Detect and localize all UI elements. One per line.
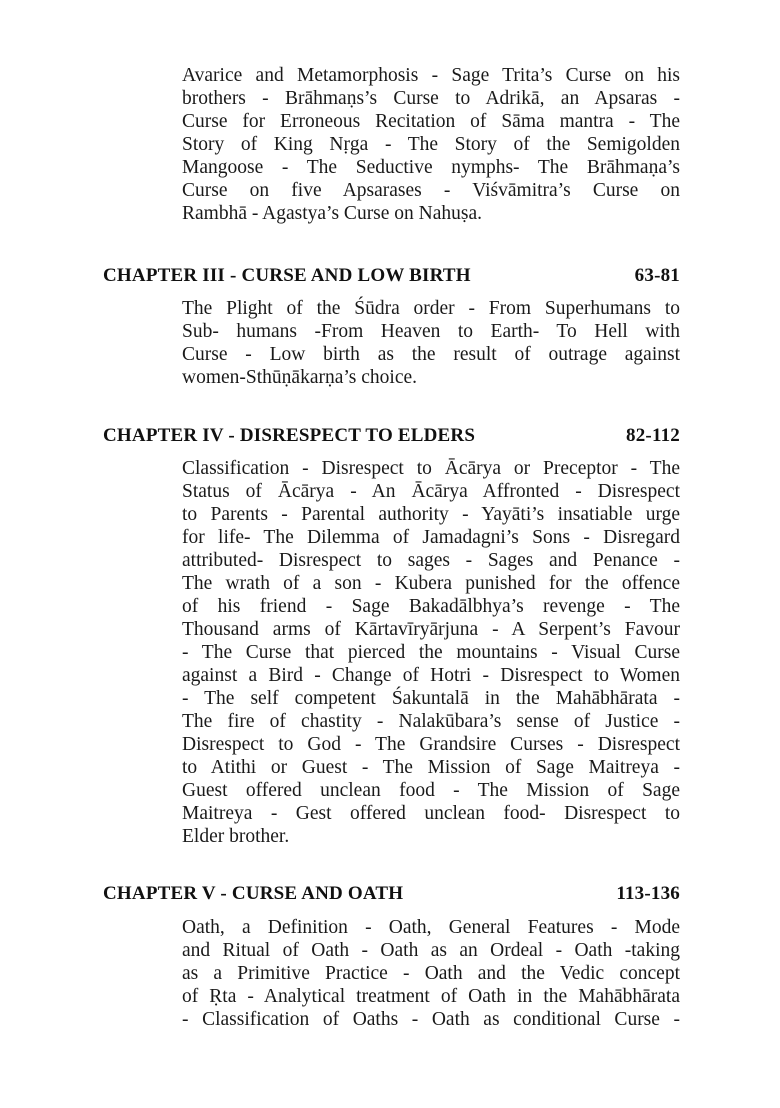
text-line: Maitreya - Gest offered unclean food- Disrespect to (182, 803, 680, 824)
text-line: Classification - Disrespect to Ācārya or Preceptor - The (182, 458, 680, 479)
chapter-v-contents (182, 916, 680, 1031)
page-range: 82-112 (626, 425, 680, 446)
chapter-iv-contents (182, 457, 680, 848)
text-line: against a Bird - Change of Hotri - Disrespect to Women (182, 665, 680, 686)
chapter-v-heading (103, 882, 680, 905)
text-line: Curse for Erroneous Recitation of Sāma mantra - The (182, 111, 680, 132)
text-line: of his friend - Sage Bakadālbhya’s revenge - The (182, 596, 680, 617)
text-line: Oath, a Definition - Oath, General Features - Mode (182, 917, 680, 938)
text-line: Avarice and Metamorphosis - Sage Trita’s Curse on his (182, 65, 680, 86)
text-line: Disrespect to God - The Grandsire Curses - Disrespect (182, 734, 680, 755)
text-line: The Plight of the Śūdra order - From Superhumans to (182, 298, 680, 319)
text-line: for life- The Dilemma of Jamadagni’s Sons - Disregard (182, 527, 680, 548)
text-line: attributed- Disrespect to sages - Sages and Penance - (182, 550, 680, 571)
text-line: Elder brother. (182, 826, 290, 847)
text-line: brothers - Brāhmaṇs’s Curse to Adrikā, an Apsaras - (182, 88, 680, 109)
text-line: as a Primitive Practice - Oath and the Vedic concept (182, 963, 680, 984)
text-line: to Parents - Parental authority - Yayāti’s insatiable urge (182, 504, 680, 525)
text-line: - Classification of Oaths - Oath as conditional Curse - (182, 1009, 680, 1030)
text-line: Curse on five Apsarases - Viśvāmitra’s Curse on (182, 180, 680, 201)
chapter-iii-contents (182, 297, 680, 389)
page-range: 63-81 (634, 265, 680, 286)
text-line: Mangoose - The Seductive nymphs- The Brāhmaṇa’s (182, 157, 680, 178)
text-line: Guest offered unclean food - The Mission of Sage (182, 780, 680, 801)
page-range: 113-136 (616, 883, 680, 904)
chapter-iii-heading (103, 264, 680, 287)
text-line: of Ṛta - Analytical treatment of Oath in the Mahābhārata (182, 986, 680, 1007)
text-line: women-Sthūṇākarṇa’s choice. (182, 367, 418, 388)
chapter-title: CHAPTER IV - DISRESPECT TO ELDERS (103, 425, 476, 446)
text-line: Rambhā - Agastya’s Curse on Nahuṣa. (182, 203, 483, 224)
text-line: Curse - Low birth as the result of outrage against (182, 344, 680, 365)
text-line: - The self competent Śakuntalā in the Mahābhārata - (182, 688, 680, 709)
text-line: Sub- humans -From Heaven to Earth- To Hell with (182, 321, 680, 342)
chapter-title: CHAPTER V - CURSE AND OATH (103, 883, 404, 904)
chapter-ii-contents-continued (182, 64, 680, 225)
chapter-iv-heading (103, 424, 680, 447)
text-line: and Ritual of Oath - Oath as an Ordeal - Oath -taking (182, 940, 680, 961)
text-line: - The Curse that pierced the mountains - Visual Curse (182, 642, 680, 663)
chapter-title: CHAPTER III - CURSE AND LOW BIRTH (103, 265, 471, 286)
text-line: Story of King Nṛga - The Story of the Semigolden (182, 134, 680, 155)
text-line: The fire of chastity - Nalakūbara’s sense of Justice - (182, 711, 680, 732)
text-line: The wrath of a son - Kubera punished for the offence (182, 573, 680, 594)
text-line: Status of Ācārya - An Ācārya Affronted - Disrespect (182, 481, 680, 502)
text-line: Thousand arms of Kārtavīryārjuna - A Serpent’s Favour (182, 619, 680, 640)
text-line: to Atithi or Guest - The Mission of Sage Maitreya - (182, 757, 680, 778)
